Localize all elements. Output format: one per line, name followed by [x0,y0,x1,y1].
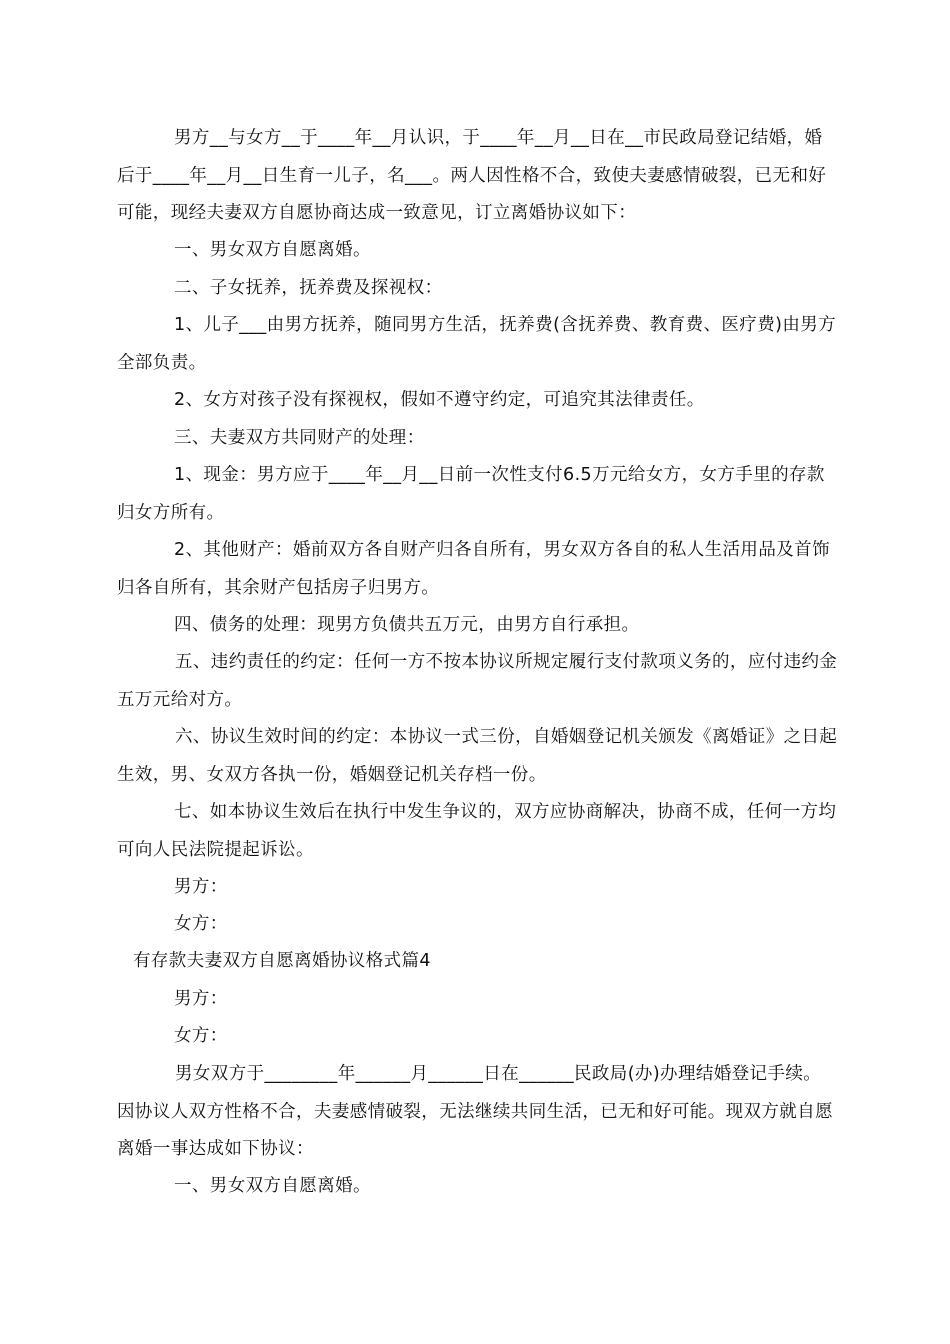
clause-2-item-2: 2、女方对孩子没有探视权，假如不遵守约定，可追究其法律责任。 [174,390,705,410]
paragraph-intro: 男方__与女方__于____年__月认识，于____年__月__日在__市民政局登记结婚，婚后于____年__月__日生育一儿子，名___。两人因性格不合，致使夫妻感情破裂，已无和好可能，现经夫妻双方自愿协商达成一致意见，订立离婚协议如下： [117,128,827,223]
clause-7: 七、如本协议生效后在执行中发生争议的，双方应协商解决，协商不成，任何一方均可向人民法院提起诉讼。 [117,802,837,860]
party-female: 女方： [174,1026,228,1046]
clause-6: 六、协议生效时间的约定：本协议一式三份，自婚姻登记机关颁发《离婚证》之日起生效，男、女双方各执一份，婚姻登记机关存档一份。 [117,727,838,785]
clause-3-heading: 三、夫妻双方共同财产的处理： [174,428,425,448]
clause-1: 一、男女双方自愿离婚。 [174,240,371,260]
party-male: 男方： [174,989,228,1009]
clause-5: 五、违约责任的约定：任何一方不按本协议所规定履行支付款项义务的，应付违约金五万元给对方。 [117,652,838,710]
clause-1-second: 一、男女双方自愿离婚。 [174,1176,371,1196]
section-title: 有存款夫妻双方自愿离婚协议格式篇4 [133,951,431,971]
paragraph-registration: 男女双方于________年______月______日在______民政局(办)办理结婚登记手续。因协议人双方性格不合，夫妻感情破裂，无法继续共同生活，已无和好可能。现双方就自愿离婚一事达成如下协议： [117,1064,833,1159]
clause-2-heading: 二、子女抚养，抚养费及探视权： [174,278,443,298]
clause-4: 四、债务的处理：现男方负债共五万元，由男方自行承担。 [174,615,640,635]
clause-2-item-1: 1、儿子___由男方抚养，随同男方生活，抚养费(含抚养费、教育费、医疗费)由男方全部负责。 [117,315,837,373]
signature-female: 女方： [174,914,228,934]
signature-male: 男方： [174,877,228,897]
clause-3-item-1: 1、现金：男方应于____年__月__日前一次性支付6.5万元给女方，女方手里的存款归女方所有。 [117,465,825,523]
clause-3-item-2: 2、其他财产：婚前双方各自财产归各自所有，男女双方各自的私人生活用品及首饰归各自所有，其余财产包括房子归男方。 [117,540,830,598]
